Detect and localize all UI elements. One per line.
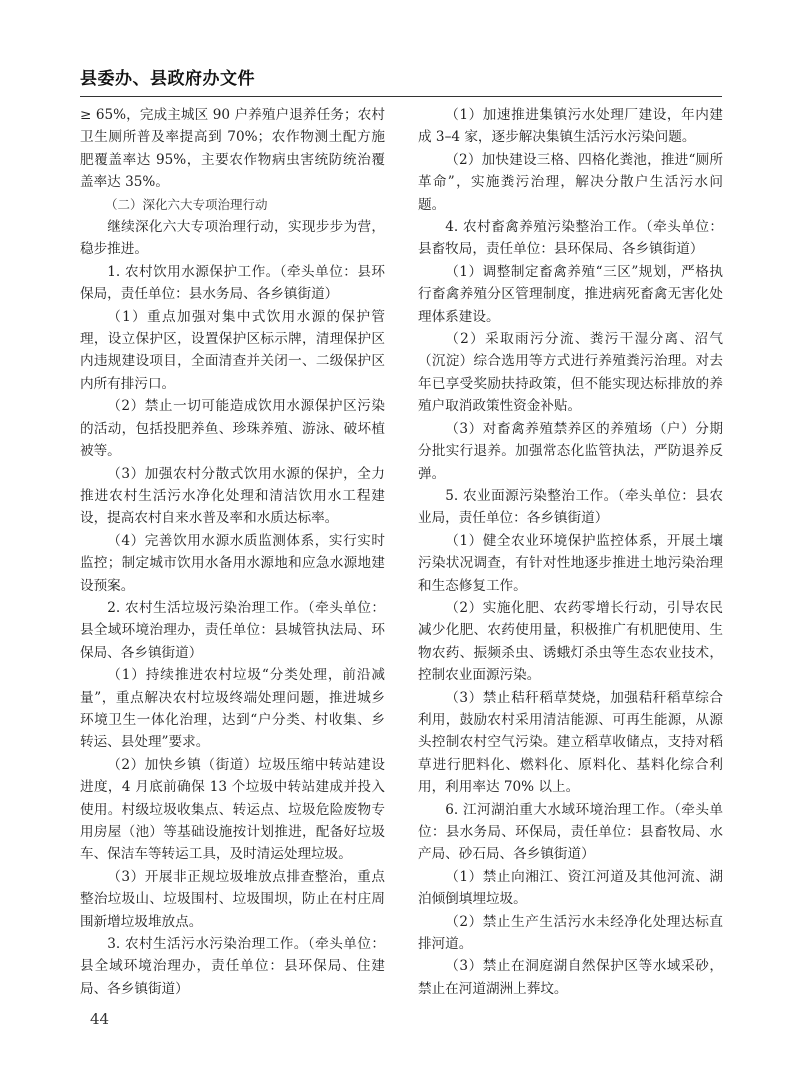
paragraph: （2）禁止一切可能造成饮用水源保护区污染的活动，包括投肥养鱼、珍珠养殖、游泳、破坏植被等。: [80, 398, 385, 460]
paragraph: （3）禁止秸秆稻草焚烧，加强秸秆稻草综合利用，鼓励农村采用清洁能源、可再生能源，从源头控制农村空气污染。建立稻草收储点，支持对稻草进行肥料化、燃料化、原料化、基料化综合利用，利用率达 70% 以上。: [418, 689, 723, 796]
paragraph: （3）禁止在洞庭湖自然保护区等水域采砂，禁止在河道湖洲上葬坟。: [418, 958, 723, 997]
paragraph: （4）完善饮用水源水质监测体系，实行实时监控；制定城市饮用水备用水源地和应急水源地建设预案。: [80, 532, 385, 594]
paragraph: 2. 农村生活垃圾污染治理工作。（牵头单位：县全域环境治理办，责任单位：县城管执法局、环保局、各乡镇街道）: [80, 599, 385, 661]
paragraph: （1）重点加强对集中式饮用水源的保护管理，设立保护区，设置保护区标示牌，清理保护区内违规建设项目，全面清查并关闭一、二级保护区内所有排污口。: [80, 308, 385, 392]
paragraph: （3）加强农村分散式饮用水源的保护，全力推进农村生活污水净化处理和清洁饮用水工程建设，提高农村自来水普及率和水质达标率。: [80, 465, 385, 527]
paragraph: （3）对畜禽养殖禁养区的养殖场（户）分期分批实行退养。加强常态化监管执法，严防退养反弹。: [418, 420, 723, 482]
paragraph: ≥ 65%，完成主城区 90 户养殖户退养任务；农村卫生厕所普及率提高到 70%；农作物测土配方施肥覆盖率达 95%，主要农作物病虫害统防统治覆盖率达 35%。: [80, 107, 385, 191]
paragraph: （2）实施化肥、农药零增长行动，引导农民减少化肥、农药使用量，积极推广有机肥使用、生物农药、振频杀虫、诱蛾灯杀虫等生态农业技术，控制农业面源污染。: [418, 599, 723, 684]
left-text-column: [80, 104, 385, 1000]
paragraph: （2）采取雨污分流、粪污干湿分离、沼气（沉淀）综合选用等方式进行养殖粪污治理。对去年已享受奖励扶持政策，但不能实现达标排放的养殖户取消政策性资金补贴。: [418, 331, 723, 415]
paragraph: （1）调整制定畜禽养殖“三区”规划，严格执行畜禽养殖分区管理制度，推进病死畜禽无害化处理体系建设。: [418, 263, 723, 325]
paragraph: （1）加速推进集镇污水处理厂建设，年内建成 3–4 家，逐步解决集镇生活污水污染问题。: [418, 107, 723, 146]
paragraph: （1）持续推进农村垃圾“分类处理，前沿减量”，重点解决农村垃圾终端处理问题，推进城乡环境卫生一体化治理，达到“户分类、村收集、乡转运、县处理”要求。: [80, 667, 385, 751]
paragraph: （2）加快建设三格、四格化粪池，推进“厕所革命”，实施粪污治理，解决分散户生活污水问题。: [418, 151, 723, 213]
page-number: 44: [90, 1010, 110, 1028]
paragraph: 1. 农村饮用水源保护工作。（牵头单位：县环保局，责任单位：县水务局、各乡镇街道）: [80, 263, 385, 303]
paragraph: （1）健全农业环境保护监控体系，开展土壤污染状况调查，有针对性地逐步推进土地污染治理和生态修复工作。: [418, 532, 723, 594]
paragraph: （1）禁止向湘江、资江河道及其他河流、湖泊倾倒填埋垃圾。: [418, 868, 723, 908]
section-heading: （二）深化六大专项治理行动: [105, 196, 268, 212]
paragraph: （2）加快乡镇（街道）垃圾压缩中转站建设进度，4 月底前确保 13 个垃圾中转站建成并投入使用。村级垃圾收集点、转运点、垃圾危险废物专用房屋（池）等基础设施按计划推进，配备好垃圾车、保洁车等转运工具，及时清运处理垃圾。: [80, 756, 385, 863]
paragraph: 继续深化六大专项治理行动，实现步步为营，稳步推进。: [80, 219, 385, 258]
header-divider: [80, 96, 722, 97]
page-header-title: 县委办、县政府办文件: [80, 69, 255, 89]
right-text-column: [418, 104, 723, 1000]
paragraph: 4. 农村畜禽养殖污染整治工作。（牵头单位：县畜牧局，责任单位：县环保局、各乡镇街道）: [418, 219, 723, 258]
paragraph: 6. 江河湖泊重大水域环境治理工作。（牵头单位：县水务局、环保局，责任单位：县畜牧局、水产局、砂石局、各乡镇街道）: [418, 801, 723, 863]
paragraph: （3）开展非正规垃圾堆放点排查整治，重点整治垃圾山、垃圾围村、垃圾围坝，防止在村庄周围新增垃圾堆放点。: [80, 868, 385, 930]
paragraph: （2）禁止生产生活污水未经净化处理达标直排河道。: [418, 913, 723, 953]
paragraph: 3. 农村生活污水污染治理工作。（牵头单位：县全域环境治理办，责任单位：县环保局、住建局、各乡镇街道）: [80, 936, 385, 997]
paragraph: 5. 农业面源污染整治工作。（牵头单位：县农业局，责任单位：各乡镇街道）: [418, 487, 723, 527]
